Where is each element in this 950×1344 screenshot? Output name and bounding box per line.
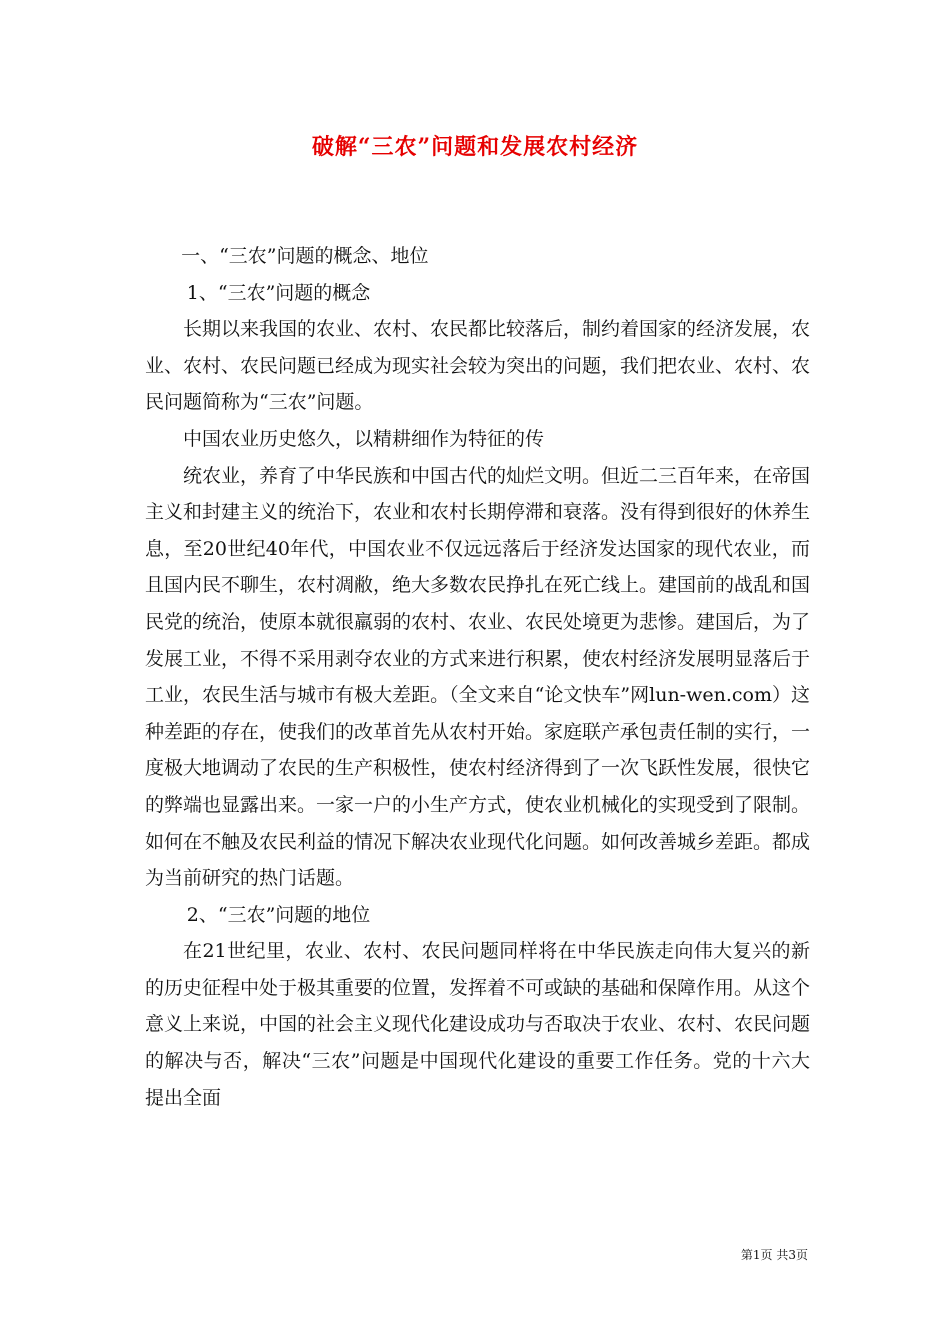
page-number: 第1页 共3页 xyxy=(740,1248,808,1262)
paragraph: 统农业，养育了中华民族和中国古代的灿烂文明。但近二三百年来，在帝国主义和封建主义的统治下，农业和农村长期停滞和衰落。没有得到很好的休养生息，至20世纪40年代，中国农业不仅远远落后于经济发达国家的现代农业，而且国内民不聊生，农村凋敝，绝大多数农民挣扎在死亡线上。建国前的战乱和国民党的统治，使原本就很羸弱的农村、农业、农民处境更为悲惨。建国后，为了发展工业，不得不采用剥夺农业的方式来进行积累，使农村经济发展明显落后于工业，农民生活与城市有极大差距。（全文来自“论文快车”网lun-wen.com）这种差距的存在，使我们的改革首先从农村开始。家庭联产承包责任制的实行，一度极大地调动了农民的生产积极性，使农村经济得到了一次飞跃性发展，很快它的弊端也显露出来。一家一户的小生产方式，使农业机械化的实现受到了限制。如何在不触及农民利益的情况下解决农业现代化问题。如何改善城乡差距。都成为当前研究的热门话题。 xyxy=(145,464,811,890)
paragraph: 长期以来我国的农业、农村、农民都比较落后，制约着国家的经济发展，农业、农村、农民问题已经成为现实社会较为突出的问题，我们把农业、农村、农民问题简称为“三农”问题。 xyxy=(145,318,811,414)
subsection-heading: 1、“三农”问题的概念 xyxy=(186,281,371,304)
document-title: 破解“三农”问题和发展农村经济 xyxy=(311,134,639,160)
section-heading: 一、“三农”问题的概念、地位 xyxy=(181,245,429,267)
subsection-heading: 2、“三农”问题的地位 xyxy=(186,903,371,926)
paragraph: 在21世纪里，农业、农村、农民问题同样将在中华民族走向伟大复兴的新的历史征程中处于极其重要的位置，发挥着不可或缺的基础和保障作用。从这个意义上来说，中国的社会主义现代化建设成功与否取决于农业、农村、农民问题的解决与否，解决“三农”问题是中国现代化建设的重要工作任务。党的十六大提出全面 xyxy=(145,940,811,1109)
document-body xyxy=(145,238,810,1116)
paragraph: 中国农业历史悠久，以精耕细作为特征的传 xyxy=(183,427,545,450)
